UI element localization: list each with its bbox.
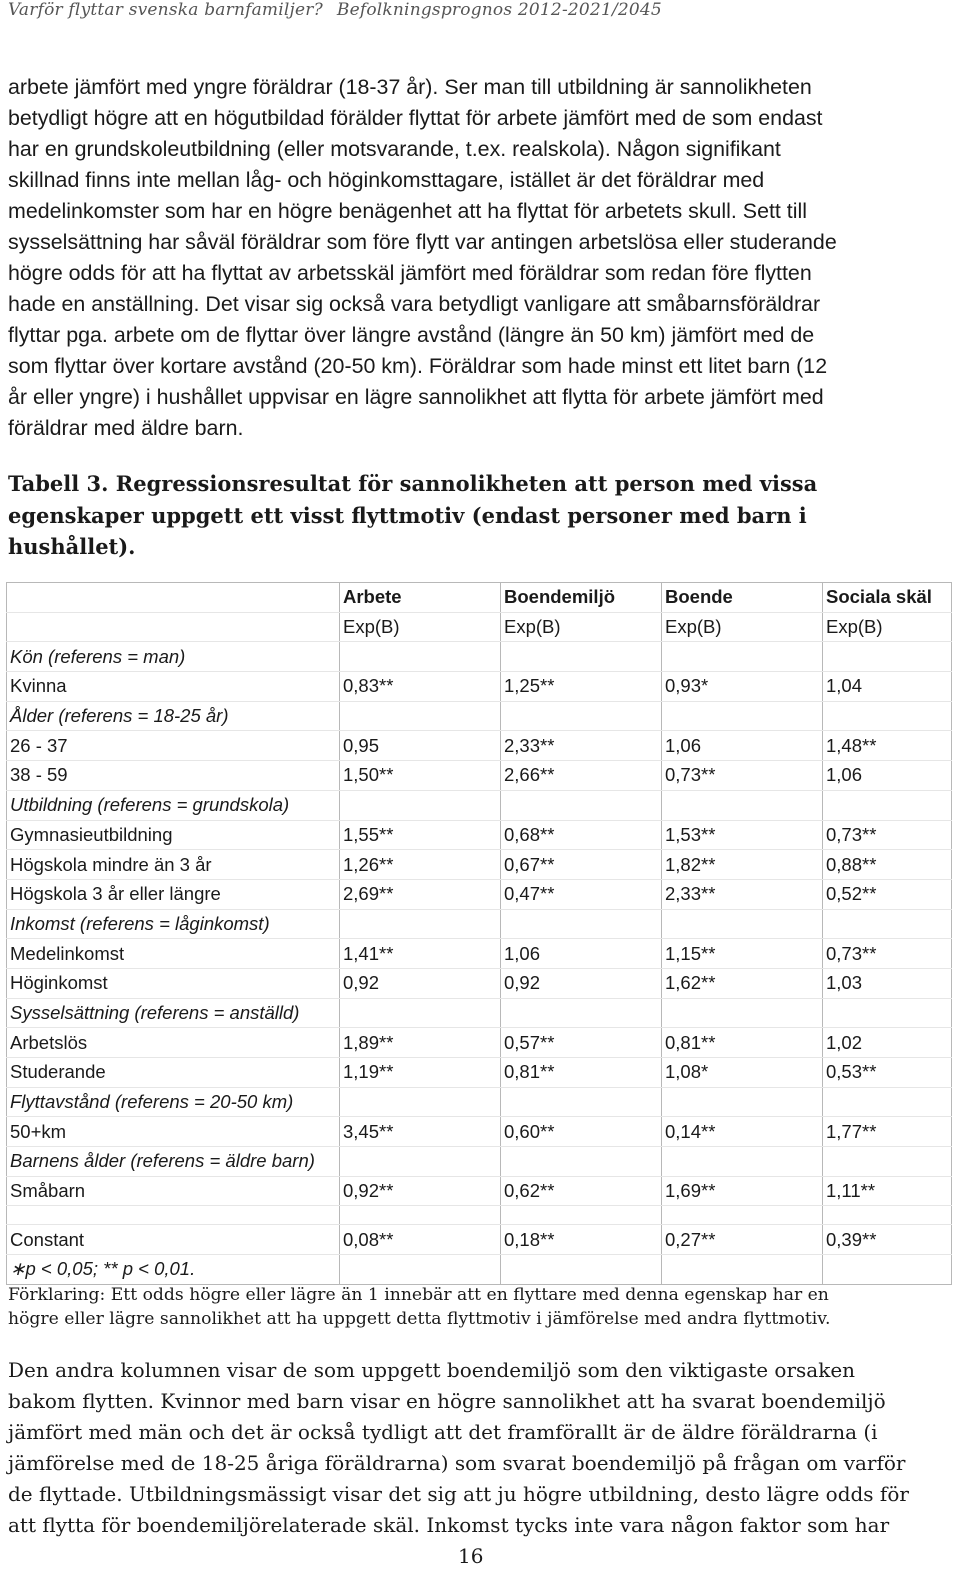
paragraph-line: att flytta för boendemiljörelaterade skäl. Inkomst tycks inte vara någon faktor som har [8,1513,890,1537]
table-row [7,761,952,791]
row-label: 38 - 59 [7,761,340,791]
table-constant-row [7,1225,952,1255]
group-label: Flyttavstånd (referens = 20-50 km) [7,1087,340,1117]
table-group-row [7,790,952,820]
table-cell [823,790,952,820]
table-row [7,968,952,998]
table-cell [823,642,952,672]
table-corner-cell [7,583,340,613]
table-cell: 1,04 [823,672,952,702]
paragraph-line: betydligt högre att en högutbildad förälder flyttat för arbete jämfört med de som endast [8,106,823,130]
table-cell: 1,19** [340,1058,501,1088]
table-cell: 1,03 [823,968,952,998]
table-cell: 0,73** [823,939,952,969]
paragraph-line: arbete jämfört med yngre föräldrar (18-37 år). Ser man till utbildning är sannolikheten [8,75,812,99]
table-subheader-row [7,612,952,642]
table-cell: 1,50** [340,761,501,791]
spacer-cell [7,1206,340,1225]
empty-cell [340,1255,501,1285]
table-cell: 2,69** [340,879,501,909]
group-label: Kön (referens = man) [7,642,340,672]
paragraph-line: jämförelse med de 18-25 åriga föräldrarna) som svarat boendemiljö på frågan om varför [8,1451,906,1475]
table-cell [501,790,662,820]
table-cell: 0,73** [823,820,952,850]
table-cell: 3,45** [340,1117,501,1147]
table-cell: 0,47** [501,879,662,909]
row-label: Constant [7,1225,340,1255]
table-caption [8,468,948,563]
table-cell [340,642,501,672]
body-paragraph-1 [8,72,948,444]
column-header: Sociala skäl [823,583,952,613]
table-cell: 0,60** [501,1117,662,1147]
paragraph-line: Den andra kolumnen visar de som uppgett boendemiljö som den viktigaste orsaken [8,1358,856,1382]
paragraph-line: medelinkomster som har en högre benägenhet att ha flyttat för arbetets skull. Sett till [8,199,808,223]
table-cell: 0,81** [662,1028,823,1058]
table-cell: 1,25** [501,672,662,702]
explanation-line: Förklaring: Ett odds högre eller lägre än 1 innebär att en flyttare med denna egenskap har en [8,1285,829,1305]
paragraph-line: de flyttade. Utbildningsmässigt visar det sig att ju högre utbildning, desto lägre odds för [8,1482,909,1506]
regression-table-body [7,583,952,1285]
paragraph-line: flyttar pga. arbete om de flyttar över längre avstånd (längre än 50 km) jämfört med de [8,323,815,347]
table-cell [662,1147,823,1177]
row-label: Höginkomst [7,968,340,998]
table-cell [662,701,823,731]
column-header: Boendemiljö [501,583,662,613]
table-cell: 0,93* [662,672,823,702]
table-cell [501,998,662,1028]
table-cell: 0,67** [501,850,662,880]
column-header: Boende [662,583,823,613]
group-label: Utbildning (referens = grundskola) [7,790,340,820]
table-cell: 0,57** [501,1028,662,1058]
column-subheader: Exp(B) [501,612,662,642]
table-cell: 0,92 [501,968,662,998]
group-label: Sysselsättning (referens = anställd) [7,998,340,1028]
table-corner-cell [7,612,340,642]
paragraph-line: sysselsättning har såväl föräldrar som före flytt var antingen arbetslösa eller studerande [8,230,837,254]
table-cell [501,701,662,731]
row-label: Studerande [7,1058,340,1088]
paragraph-line: skillnad finns inte mellan låg- och höginkomsttagare, istället är det föräldrar med [8,168,765,192]
table-cell [501,1087,662,1117]
table-cell [340,1087,501,1117]
table-cell: 0,81** [501,1058,662,1088]
column-subheader: Exp(B) [823,612,952,642]
row-label: Arbetslös [7,1028,340,1058]
row-label: 26 - 37 [7,731,340,761]
table-cell [823,1147,952,1177]
table-cell: 1,77** [823,1117,952,1147]
table-cell: 0,92 [340,968,501,998]
empty-cell [662,1255,823,1285]
table-row [7,1176,952,1206]
table-cell [340,998,501,1028]
table-cell: 0,14** [662,1117,823,1147]
table-cell: 0,39** [823,1225,952,1255]
table-cell: 0,88** [823,850,952,880]
column-header: Arbete [340,583,501,613]
caption-line: egenskaper uppgett ett visst flyttmotiv (endast personer med barn i [8,502,807,528]
table-cell [662,1087,823,1117]
empty-cell [823,1255,952,1285]
table-cell: 1,82** [662,850,823,880]
table-cell: 1,06 [662,731,823,761]
paragraph-line: bakom flytten. Kvinnor med barn visar en högre sannolikhet att ha svarat boendemiljö [8,1389,886,1413]
table-cell [823,701,952,731]
table-cell [662,998,823,1028]
body-paragraph-2 [8,1355,948,1541]
spacer-cell [501,1206,662,1225]
table-cell [823,1087,952,1117]
table-group-row [7,1147,952,1177]
table-cell: 1,55** [340,820,501,850]
row-label: Gymnasieutbildning [7,820,340,850]
table-row [7,1117,952,1147]
table-cell [662,642,823,672]
empty-cell [501,1255,662,1285]
table-cell: 1,06 [823,761,952,791]
table-cell [662,790,823,820]
table-cell: 1,02 [823,1028,952,1058]
header-subtitle: Befolkningsprognos 2012-2021/2045 [336,0,662,20]
table-cell: 2,33** [662,879,823,909]
running-header [8,0,662,20]
table-cell [823,909,952,939]
explanation-line: högre eller lägre sannolikhet att ha uppgett detta flyttmotiv i jämförelse med andra flyttmotiv. [8,1309,831,1329]
page-number: 16 [458,1544,484,1568]
table-cell: 1,06 [501,939,662,969]
table-cell: 1,08* [662,1058,823,1088]
row-label: Medelinkomst [7,939,340,969]
table-cell [501,909,662,939]
paragraph-line: år eller yngre) i hushållet uppvisar en lägre sannolikhet att flytta för arbete jämfört med [8,385,824,409]
table-cell: 1,26** [340,850,501,880]
table-row [7,672,952,702]
regression-table [6,582,952,1285]
table-cell: 1,89** [340,1028,501,1058]
spacer-cell [823,1206,952,1225]
table-cell: 0,68** [501,820,662,850]
table-cell: 1,41** [340,939,501,969]
table-group-row [7,701,952,731]
table-cell: 0,52** [823,879,952,909]
table-cell: 0,92** [340,1176,501,1206]
table-cell [340,1147,501,1177]
table-cell [340,909,501,939]
row-label: Kvinna [7,672,340,702]
table-spacer-row [7,1206,952,1225]
table-explanation [8,1283,948,1331]
table-group-row [7,1087,952,1117]
column-subheader: Exp(B) [340,612,501,642]
row-label: Högskola mindre än 3 år [7,850,340,880]
table-cell: 2,33** [501,731,662,761]
table-row [7,820,952,850]
table-cell: 1,62** [662,968,823,998]
header-title: Varför flyttar svenska barnfamiljer? [8,0,323,20]
table-cell: 1,15** [662,939,823,969]
row-label: Småbarn [7,1176,340,1206]
table-cell: 1,11** [823,1176,952,1206]
paragraph-line: jämfört med män och det är också tydligt att det framförallt är de äldre föräldrarna (i [8,1420,878,1444]
table-cell [501,642,662,672]
paragraph-line: som flyttar över kortare avstånd (20-50 km). Föräldrar som hade minst ett litet barn (12 [8,354,828,378]
group-label: Barnens ålder (referens = äldre barn) [7,1147,340,1177]
table-cell [340,790,501,820]
caption-line: hushållet). [8,534,136,559]
table-group-row [7,642,952,672]
table-cell: 0,08** [340,1225,501,1255]
table-header-row [7,583,952,613]
table-cell: 0,62** [501,1176,662,1206]
table-cell: 0,53** [823,1058,952,1088]
table-row [7,1058,952,1088]
table-cell: 1,53** [662,820,823,850]
paragraph-line: föräldrar med äldre barn. [8,416,244,440]
table-row [7,731,952,761]
row-label: 50+km [7,1117,340,1147]
table-cell: 0,83** [340,672,501,702]
table-cell: 0,18** [501,1225,662,1255]
table-cell: 1,48** [823,731,952,761]
table-row [7,939,952,969]
table-cell: 1,69** [662,1176,823,1206]
spacer-cell [662,1206,823,1225]
table-group-row [7,998,952,1028]
table-cell: 0,73** [662,761,823,791]
table-row [7,879,952,909]
table-cell: 2,66** [501,761,662,791]
table-cell [501,1147,662,1177]
group-label: Ålder (referens = 18-25 år) [7,701,340,731]
table-cell: 0,95 [340,731,501,761]
column-subheader: Exp(B) [662,612,823,642]
caption-line: Tabell 3. Regressionsresultat för sannolikheten att person med vissa [8,471,818,496]
spacer-cell [340,1206,501,1225]
table-row [7,1028,952,1058]
table-row [7,850,952,880]
table-cell: 0,27** [662,1225,823,1255]
paragraph-line: högre odds för att ha flyttat av arbetsskäl jämfört med föräldrar som redan före flytten [8,261,812,285]
table-cell [340,701,501,731]
table-cell [662,909,823,939]
paragraph-line: hade en anställning. Det visar sig också vara betydligt vanligare att småbarnsföräldrar [8,292,821,316]
table-cell [823,998,952,1028]
group-label: Inkomst (referens = låginkomst) [7,909,340,939]
table-footnote: ∗p < 0,05; ** p < 0,01. [7,1255,340,1285]
paragraph-line: har en grundskoleutbildning (eller motsvarande, t.ex. realskola). Någon signifikant [8,137,781,161]
row-label: Högskola 3 år eller längre [7,879,340,909]
table-footnote-row [7,1255,952,1285]
table-group-row [7,909,952,939]
